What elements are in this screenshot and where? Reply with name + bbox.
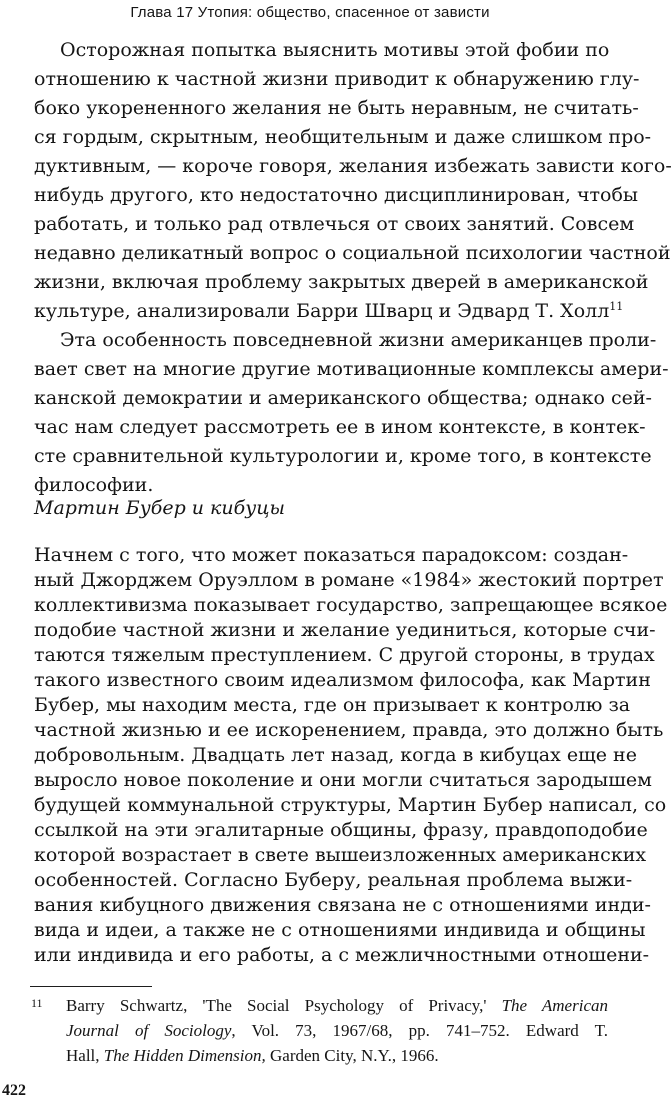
footnote-reference: 11	[609, 300, 624, 313]
footnote-text: , Vol. 73, 1967/68, pp. 741–752. Edward T.	[231, 1021, 608, 1040]
text-line: добровольным. Двадцать лет назад, когда в кибуцах еще не	[34, 744, 637, 766]
footnote-divider	[30, 986, 152, 987]
text-line: или индивида и его работы, а с межличностными отношени-	[34, 944, 650, 966]
text-line: особенностей. Согласно Буберу, реальная проблема выжи-	[34, 869, 633, 891]
text-line: Бубер, мы находим места, где он призывает к контролю за	[34, 694, 631, 716]
text-line: подобие частной жизни и желание уединиться, которые счи-	[34, 619, 656, 641]
text-line: таются тяжелым преступлением. С другой стороны, в трудах	[34, 644, 655, 666]
text-line: нибудь другого, кто недостаточно дисциплинирован, чтобы	[34, 184, 639, 206]
text-line: вания кибуцного движения связана не с отношениями инди-	[34, 894, 651, 916]
text-line: будущей коммунальной структуры, Мартин Бубер написал, со	[34, 794, 667, 816]
footnote-italic-text: The American	[501, 996, 608, 1015]
footnote-text: Garden City, N.Y., 1966.	[265, 1046, 439, 1065]
text-line: такого известного своим идеализмом философа, как Мартин	[34, 669, 651, 691]
text-line: работать, и только рад отвлечься от своих занятий. Совсем	[34, 213, 635, 235]
text-line: философии.	[34, 474, 154, 496]
text-line: Эта особенность повседневной жизни американцев проли-	[60, 329, 657, 351]
footnote-italic-text: The Hidden Dimension,	[103, 1046, 266, 1065]
footnote-number: 11	[31, 996, 43, 1010]
text-line: которой возрастает в свете вышеизложенных американских	[34, 844, 647, 866]
page-number: 422	[2, 1082, 26, 1099]
running-header: Глава 17 Утопия: общество, спасенное от зависти	[130, 4, 490, 21]
text-line: Осторожная попытка выяснить мотивы этой фобии по	[60, 39, 610, 61]
footnote-line	[66, 1018, 608, 1043]
text-line: боко укорененного желания не быть неравным, не считать-	[34, 97, 639, 119]
text-line: ссылкой на эти эгалитарные общины, фразу, правдоподобие	[34, 819, 648, 841]
text-line: отношению к частной жизни приводит к обнаружению глу-	[34, 68, 640, 90]
text-line: Начнем с того, что может показаться парадоксом: создан-	[34, 544, 629, 566]
text-line: ся гордым, скрытным, необщительным и даже слишком про-	[34, 126, 652, 148]
text-line: жизни, включая проблему закрытых дверей в американской	[34, 271, 649, 293]
text-line: ный Джорджем Оруэллом в романе «1984» жестокий портрет	[34, 569, 664, 591]
text-line: недавно деликатный вопрос о социальной психологии частной	[34, 242, 671, 264]
text-line: коллективизма показывает государство, запрещающее всякое	[34, 594, 668, 616]
text-line: час нам следует рассмотреть ее в ином контексте, в контек-	[34, 416, 646, 438]
footnote-line	[66, 1043, 608, 1068]
text-line: сте сравнительной культурологии и, кроме того, в контексте	[34, 445, 652, 467]
text-line: канской демократии и американского общества; однако сей-	[34, 387, 652, 409]
text-line-with-footnote-ref	[34, 297, 624, 325]
text-line: дуктивным, — короче говоря, желания избежать зависти кого-	[34, 155, 672, 177]
text-line: вает свет на многие другие мотивационные комплексы амери-	[34, 358, 669, 380]
footnote-text: Hall,	[66, 1046, 104, 1065]
footnote-italic-text: Journal of Sociology	[66, 1021, 232, 1040]
section-heading: Мартин Бубер и кибуцы	[34, 497, 285, 519]
text-line: частной жизнью и ее искоренением, правда, это должно быть	[34, 719, 664, 741]
text-line: вида и идеи, а также не с отношениями индивида и общины	[34, 919, 646, 941]
footnote-line	[66, 993, 608, 1018]
line-text: культуре, анализировали Барри Шварц и Эдвард Т. Холл	[34, 300, 610, 322]
footnote-text: Barry Schwartz, 'The Social Psychology of Privacy,'	[66, 996, 502, 1015]
text-line: выросло новое поколение и они могли считаться зародышем	[34, 769, 652, 791]
